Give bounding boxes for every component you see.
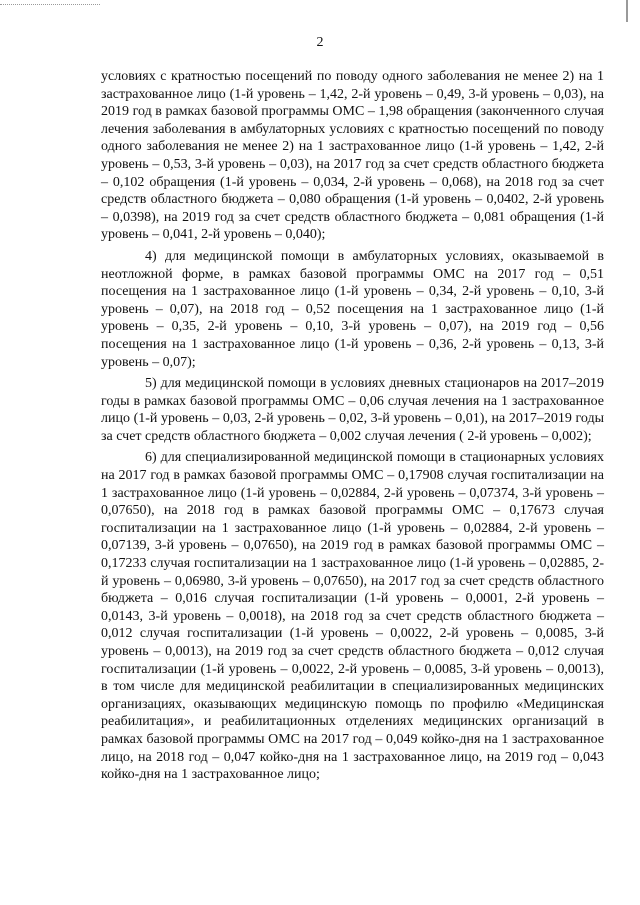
page-number: 2 <box>316 35 324 50</box>
paragraph-continuation: условиях с кратностью посещений по поводу одного заболевания не менее 2) на 1 застрахованное лицо (1-й уровень – 1,42, 2-й уровень – 0,49, 3-й уровень – 0,03), на 2019 год в рамках базовой программы ОМС – 1,98 обращения (законченного случая лечения заболевания в амбулаторных условиях с кратностью посещений по поводу одного заболевания не менее 2) на 1 застрахованное лицо (1-й уровень – 1,42, 2-й уровень – 0,53, 3-й уровень – 0,03), на 2017 год за счет средств областного бюджета – 0,102 обращения (1-й уровень – 0,034, 2-й уровень – 0,068), на 2018 год за счет средств областного бюджета – 0,080 обращения (1-й уровень – 0,0402, 2-й уровень – 0,0398), на 2019 год за счет средств областного бюджета – 0,081 обращения (1-й уровень – 0,041, 2-й уровень – 0,040); <box>101 69 604 243</box>
scan-corner-mark <box>626 0 628 22</box>
document-body <box>101 68 604 784</box>
paragraph-item-5: 5) для медицинской помощи в условиях дневных стационаров на 2017–2019 годы в рамках базовой программы ОМС – 0,06 случая лечения на 1 застрахованное лицо (1-й уровень – 0,03, 2-й уровень – 0,02, 3-й уровень – 0,01), на 2017–2019 годы за счет средств областного бюджета – 0,002 случая лечения ( 2-й уровень – 0,002); <box>101 376 604 444</box>
scan-edge-mark <box>0 4 100 6</box>
paragraph-item-4: 4) для медицинской помощи в амбулаторных условиях, оказываемой в неотложной форме, в рамках базовой программы ОМС на 2017 год – 0,51 посещения на 1 застрахованное лицо (1-й уровень – 0,34, 2-й уровень – 0,10, 3-й уровень – 0,07), на 2018 год – 0,52 посещения на 1 застрахованное лицо (1-й уровень – 0,35, 2-й уровень – 0,10, 3-й уровень – 0,07), на 2019 год – 0,56 посещения на 1 застрахованное лицо (1-й уровень – 0,36, 2-й уровень – 0,13, 3-й уровень – 0,07); <box>101 248 604 370</box>
paragraph-item-6: 6) для специализированной медицинской помощи в стационарных условиях на 2017 год в рамках базовой программы ОМС – 0,17908 случая госпитализации на 1 застрахованное лицо (1-й уровень – 0,02884, 2-й уровень – 0,07374, 3-й уровень – 0,07650), на 2018 год в рамках базовой программы ОМС – 0,17673 случая госпитализации на 1 застрахованное лицо (1-й уровень – 0,02884, 2-й уровень – 0,07139, 3-й уровень – 0,07650), на 2019 год в рамках базовой программы ОМС – 0,17233 случая госпитализации на 1 застрахованное лицо (1-й уровень – 0,02885, 2-й уровень – 0,06980, 3-й уровень – 0,07650), на 2017 год за счет средств областного бюджета – 0,016 случая госпитализации (1-й уровень – 0,0001, 2-й уровень – 0,0143, 3-й уровень – 0,0018), на 2018 год за счет средств областного бюджета – 0,012 случая госпитализации (1-й уровень – 0,0022, 2-й уровень – 0,0085, 3-й уровень – 0,0013), на 2019 год за счет средств областного бюджета – 0,012 случая госпитализации (1-й уровень – 0,0022, 2-й уровень – 0,0085, 3-й уровень – 0,0013), в том числе для медицинской реабилитации в специализированных медицинских организациях, оказывающих медицинскую помощь по профилю «Медицинская реабилитация», и реабилитационных отделениях медицинских организаций в рамках базовой программы ОМС на 2017 год – 0,049 койко-дня на 1 застрахованное лицо, на 2018 год – 0,047 койко-дня на 1 застрахованное лицо, на 2019 год – 0,043 койко-дня на 1 застрахованное лицо; <box>101 450 604 783</box>
